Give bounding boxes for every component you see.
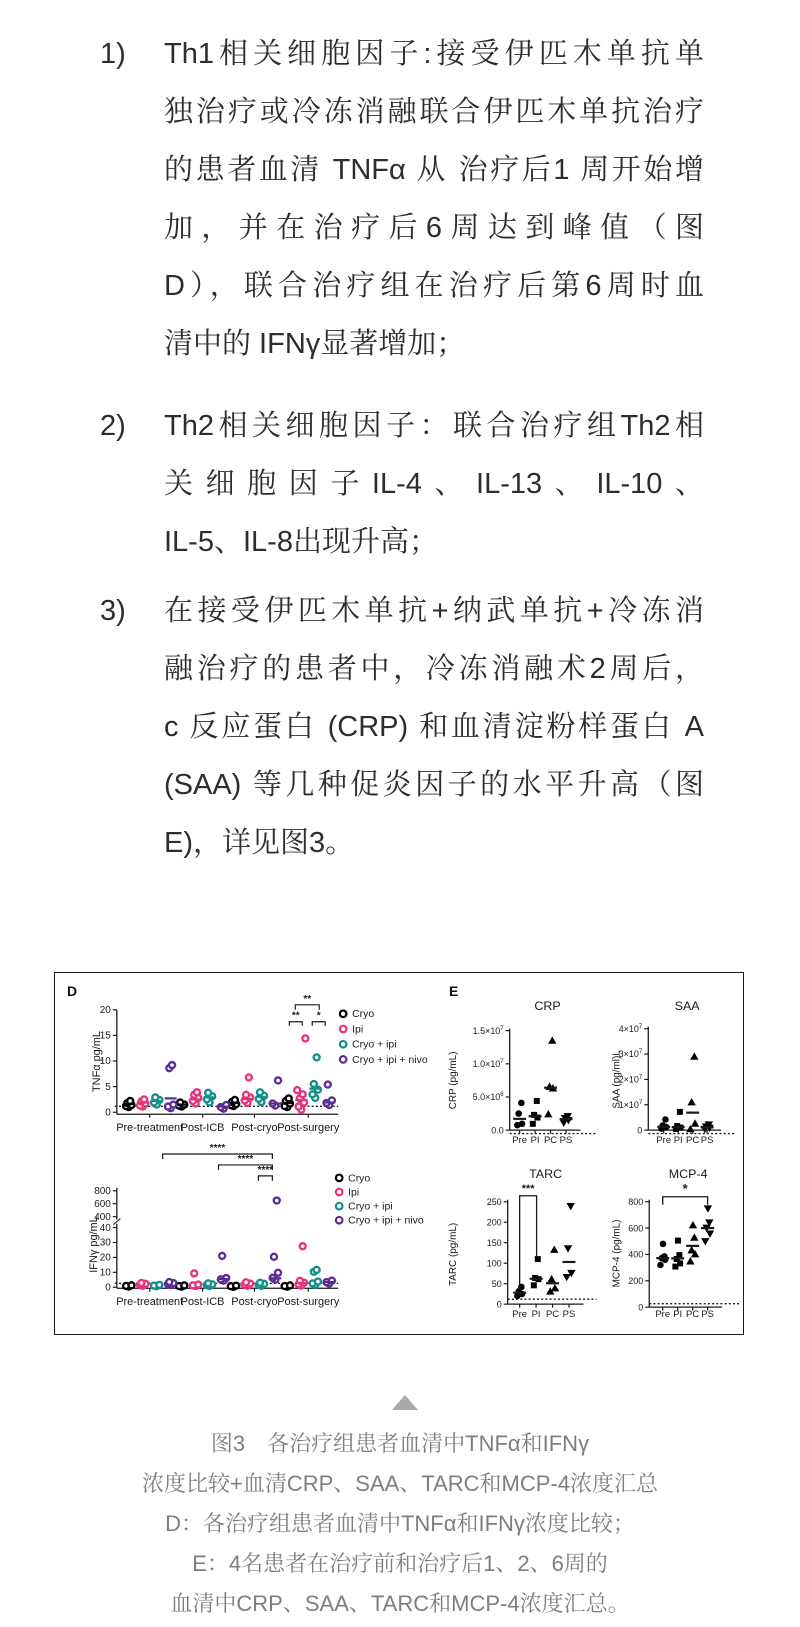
text-line: D），联合治疗组在治疗后第6周时血: [164, 270, 704, 302]
svg-text:Ipi: Ipi: [348, 1187, 360, 1199]
svg-text:Pre: Pre: [512, 1309, 528, 1321]
svg-text:5.0×106: $5.0\times 10^6$: [472, 1091, 504, 1103]
svg-text:PS: PS: [559, 1135, 573, 1147]
svg-text:0.0: 0.0: [491, 1125, 504, 1136]
text-line: 关细胞因子IL-4、IL-13、IL-10、: [164, 468, 704, 500]
svg-text:Post-ICB: Post-ICB: [180, 1296, 225, 1309]
svg-text:0: 0: [638, 1302, 644, 1313]
svg-text:Pre: Pre: [512, 1135, 528, 1147]
svg-text:PI: PI: [673, 1135, 683, 1147]
svg-text:Post-surgery: Post-surgery: [277, 1296, 340, 1309]
svg-text:PC: PC: [686, 1135, 700, 1147]
svg-text:Post-ICB: Post-ICB: [180, 1122, 225, 1135]
svg-text:1.5×107: $1.5\times 10^7$: [472, 1024, 504, 1036]
svg-text:SAA: SAA: [674, 998, 700, 1013]
svg-text:PS: PS: [562, 1309, 576, 1321]
list-item-text: [164, 25, 704, 373]
svg-text:15: 15: [99, 1030, 111, 1042]
figure-caption: [0, 1424, 800, 1624]
svg-text:Cryo: Cryo: [348, 1173, 371, 1185]
svg-text:2×107: $2\times 10^7$: [618, 1073, 643, 1085]
svg-text:MCP-4: MCP-4: [668, 1166, 708, 1181]
list-item-text: [164, 582, 704, 872]
svg-text:PI: PI: [531, 1309, 541, 1321]
svg-text:PI: PI: [530, 1135, 540, 1147]
text-line: IL-5、IL-8出现升高；: [164, 526, 438, 558]
svg-text:40: 40: [99, 1222, 111, 1234]
svg-text:PI: PI: [673, 1309, 683, 1321]
svg-text:600: 600: [94, 1198, 111, 1210]
svg-text:20: 20: [99, 1252, 111, 1264]
svg-text:0: 0: [105, 1107, 111, 1119]
text-line: 独治疗或冷冻消融联合伊匹木单抗治疗: [164, 96, 704, 128]
list-item: [100, 582, 704, 872]
svg-text:TNFα pg/mL: TNFα pg/mL: [90, 1031, 103, 1092]
text-line: c 反应蛋白 (CRP) 和血清淀粉样蛋白 A: [164, 711, 704, 743]
svg-text:Cryo: Cryo: [352, 1009, 375, 1021]
svg-text:IFNγ pg/mL: IFNγ pg/mL: [87, 1216, 100, 1273]
svg-text:CRP: CRP: [534, 998, 561, 1013]
text-line: 加，并在治疗后6周达到峰值（图: [164, 212, 704, 244]
chart-saa: [611, 999, 736, 1146]
svg-text:0: 0: [105, 1282, 111, 1294]
text-line: 在接受伊匹木单抗+纳武单抗+冷冻消: [164, 595, 704, 627]
text-line: 的患者血清 TNFα 从 治疗后1 周开始增: [164, 154, 704, 186]
svg-text:200: 200: [628, 1275, 644, 1286]
svg-text:10: 10: [99, 1267, 111, 1279]
svg-text:800: 800: [628, 1196, 644, 1207]
svg-text:*: *: [316, 1010, 321, 1022]
list-item: [100, 25, 704, 373]
chart-ifng: [88, 1143, 424, 1308]
svg-text:1.0×107: $1.0\times 10^7$: [472, 1058, 504, 1070]
svg-text:400: 400: [628, 1249, 644, 1260]
svg-text:PS: PS: [701, 1309, 714, 1321]
chart-tarc: [448, 1167, 597, 1320]
svg-text:800: 800: [94, 1185, 111, 1197]
svg-text:MCP-4 (pg/mL): MCP-4 (pg/mL): [611, 1219, 623, 1288]
svg-text:Pre-treatment: Pre-treatment: [116, 1122, 184, 1135]
svg-text:0: 0: [637, 1125, 643, 1136]
findings-list: [0, 0, 704, 872]
svg-text:20: 20: [99, 1004, 111, 1016]
list-number: 1): [100, 38, 126, 70]
caption-line: 血清中CRP、SAA、TARC和MCP-4浓度汇总。: [170, 1591, 630, 1616]
caption-line: 图3 各治疗组患者血清中TNFα和IFNγ: [210, 1431, 590, 1456]
svg-text:SAA (pg/ml)L: SAA (pg/ml)L: [611, 1050, 623, 1109]
svg-text:600: 600: [628, 1223, 644, 1234]
text-line: (SAA) 等几种促炎因子的水平升高（图: [164, 769, 704, 801]
caption-line: D：各治疗组患者血清中TNFα和IFNγ浓度比较；: [165, 1511, 635, 1536]
svg-text:Cryo + ipi + nivo: Cryo + ipi + nivo: [352, 1054, 428, 1066]
text-line: 清中的 IFNγ显著增加；: [164, 328, 466, 360]
svg-text:Post-surgery: Post-surgery: [277, 1122, 340, 1135]
svg-text:1×107: $1\times 10^7$: [618, 1098, 643, 1110]
panel-d-label: D: [67, 983, 78, 999]
svg-text:*: *: [682, 1180, 688, 1196]
collapse-triangle-icon[interactable]: [392, 1395, 418, 1410]
svg-text:3×107: $3\times 10^7$: [618, 1048, 643, 1060]
svg-text:PC: PC: [543, 1135, 558, 1147]
list-item: [100, 397, 704, 571]
text-line: Th2相关细胞因子：联合治疗组Th2相: [164, 410, 704, 442]
svg-text:**: **: [291, 1010, 300, 1022]
svg-text:4×107: $4\times 10^7$: [618, 1022, 643, 1034]
svg-text:Cryo + ipi: Cryo + ipi: [352, 1039, 397, 1051]
svg-text:TARC (pg/mL): TARC (pg/mL): [447, 1222, 459, 1287]
svg-text:Post-cryo: Post-cryo: [231, 1122, 278, 1135]
svg-text:CRP (pg/mL): CRP (pg/mL): [447, 1051, 459, 1110]
text-line: E)，详见图3。: [164, 827, 355, 859]
svg-text:Pre: Pre: [656, 1135, 672, 1147]
svg-text:Pre-treatment: Pre-treatment: [116, 1296, 184, 1309]
svg-text:50: 50: [491, 1278, 502, 1289]
svg-text:250: 250: [486, 1196, 502, 1207]
svg-text:PC: PC: [545, 1309, 560, 1321]
chart-tnfa: [91, 994, 428, 1134]
svg-text:Pre: Pre: [655, 1309, 671, 1321]
svg-text:****: ****: [257, 1164, 274, 1176]
svg-text:0: 0: [496, 1299, 502, 1310]
svg-text:400: 400: [94, 1211, 111, 1223]
text-line: 融治疗的患者中，冷冻消融术2周后，: [164, 653, 704, 685]
chart-crp: [448, 999, 597, 1146]
caption-line: 浓度比较+血清CRP、SAA、TARC和MCP-4浓度汇总: [141, 1471, 659, 1496]
caption-line: E：4名患者在治疗前和治疗后1、2、6周的: [192, 1551, 608, 1576]
text-line: Th1相关细胞因子:接受伊匹木单抗单: [164, 38, 704, 70]
svg-text:100: 100: [486, 1258, 502, 1269]
chart-mcp4: [611, 1167, 739, 1320]
panel-e-label: E: [449, 983, 459, 999]
svg-text:Cryo + ipi: Cryo + ipi: [348, 1201, 393, 1213]
svg-text:***: ***: [521, 1182, 535, 1195]
svg-text:PS: PS: [700, 1135, 714, 1147]
svg-text:****: ****: [237, 1153, 254, 1165]
svg-text:PC: PC: [686, 1309, 700, 1321]
svg-text:200: 200: [486, 1217, 502, 1228]
figure-charts-svg: [55, 973, 743, 1334]
svg-text:30: 30: [99, 1237, 111, 1249]
svg-text:5: 5: [105, 1081, 111, 1093]
svg-text:TARC: TARC: [529, 1166, 563, 1181]
list-number: 2): [100, 410, 126, 442]
svg-text:150: 150: [486, 1237, 502, 1248]
svg-text:Ipi: Ipi: [352, 1024, 364, 1036]
svg-text:****: ****: [209, 1143, 226, 1155]
svg-text:Cryo + ipi + nivo: Cryo + ipi + nivo: [348, 1215, 424, 1227]
svg-text:10: 10: [99, 1056, 111, 1068]
svg-text:**: **: [303, 993, 312, 1005]
figure-panel: [54, 972, 744, 1335]
list-number: 3): [100, 595, 126, 627]
list-item-text: [164, 397, 704, 571]
svg-text:Post-cryo: Post-cryo: [231, 1296, 278, 1309]
